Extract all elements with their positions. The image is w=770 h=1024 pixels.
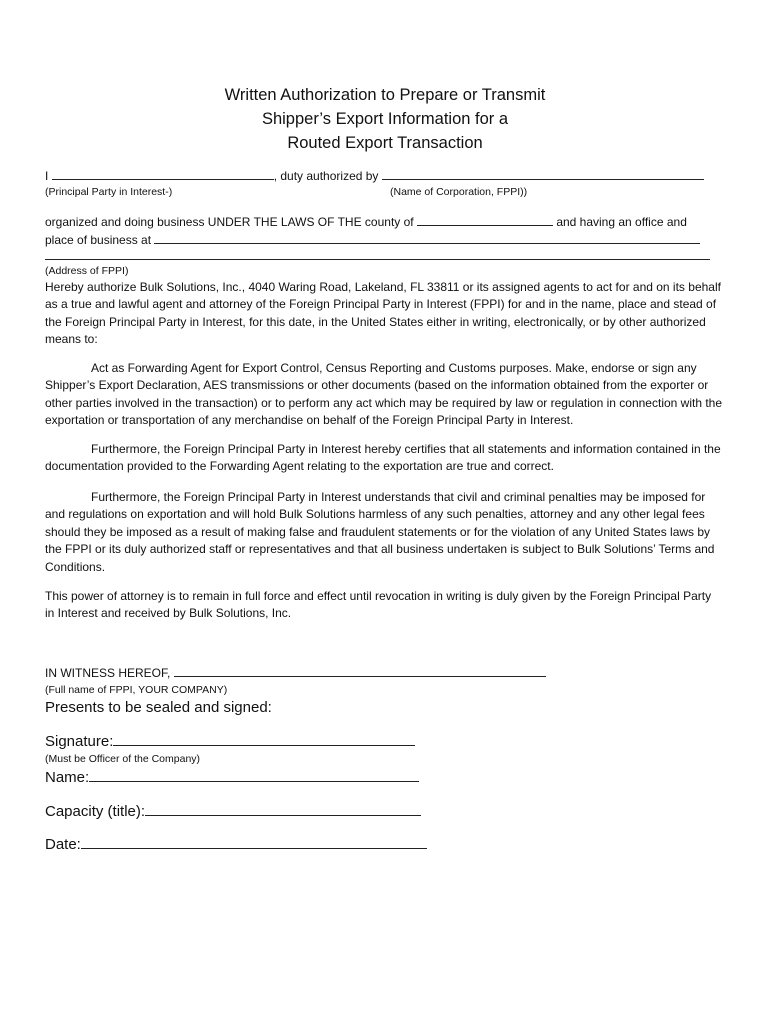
witness-line (45, 664, 546, 682)
signature-label: Signature: (45, 733, 114, 750)
address-field[interactable] (45, 259, 710, 260)
intro-line (45, 167, 704, 185)
duty-text: , duty authorized by (273, 169, 379, 183)
address-label: (Address of FPPI) (45, 265, 129, 277)
date-line (45, 834, 427, 855)
principal-party-field[interactable] (52, 167, 274, 180)
county-field[interactable] (417, 213, 553, 226)
capacity-field[interactable] (145, 801, 421, 816)
witness-sub-label: (Full name of FPPI, YOUR COMPANY) (45, 684, 228, 696)
witness-label: IN WITNESS HEREOF, (45, 666, 171, 680)
power-paragraph: This power of attorney is to remain in full force and effect until revocation in writing is duly given by the Foreign Principal Party in Interest and received by Bulk Solutions, Inc. (45, 589, 712, 621)
organized-text: organized and doing business UNDER THE LAWS OF THE county of (45, 215, 414, 229)
signature-note: (Must be Officer of the Company) (45, 753, 201, 765)
date-label: Date: (45, 836, 81, 853)
title-line-1: Written Authorization to Prepare or Transmit (224, 86, 546, 104)
organized-line (45, 213, 687, 231)
fppi-company-field[interactable] (174, 664, 546, 677)
corporation-label: (Name of Corporation, FPPI)) (390, 186, 528, 198)
intro-prefix: I (45, 169, 49, 183)
signature-line (45, 731, 415, 752)
act-as-paragraph: Act as Forwarding Agent for Export Control, Census Reporting and Customs purposes. Make, endorse or sign any Shipper’s Export Declaration, AES transmissions or other documents (based on the information obtained from the exporter or other parties involved in the transaction) or to perform any act which may be required by law or regulation in connection with the exportation or transportation of any merchandise on behalf of the Foreign Principal Party in Interest. (45, 361, 723, 428)
name-line (45, 767, 419, 788)
office-text: and having an office and (556, 215, 687, 229)
corporation-name-field[interactable] (382, 167, 704, 180)
sealed-text: Presents to be sealed and signed: (45, 699, 272, 716)
signature-field[interactable] (113, 731, 415, 746)
hereby-paragraph: Hereby authorize Bulk Solutions, Inc., 4040 Waring Road, Lakeland, FL 33811 or its assigned agents to act for and on its behalf as a true and lawful agent and attorney of the Foreign Principal Party in Interest (FPPI) for and in the name, place and stead of the Foreign Principal Party in Interest, for this date, in the United States either in writing, electronically, or by other authorized means to: (45, 280, 721, 347)
title-line-3: Routed Export Transaction (287, 134, 483, 152)
name-field[interactable] (89, 767, 419, 782)
capacity-line (45, 801, 421, 822)
title-line-2: Shipper’s Export Information for a (261, 110, 509, 128)
date-field[interactable] (81, 834, 427, 849)
capacity-label: Capacity (title): (45, 803, 146, 820)
understands-paragraph: Furthermore, the Foreign Principal Party in Interest understands that civil and criminal penalties may be imposed for and regulations on exportation and will hold Bulk Solutions harmless of any such penalties, attorney and any other legal fees should they be imposed as a result of making false and fraudulent statements or for the violation of any United States laws by the FPPI or its duly authorized staff or representatives and that all business undertaken is subject to Bulk Solutions’ Terms and Conditions. (45, 490, 715, 574)
place-of-business-line (45, 231, 700, 249)
certifies-paragraph: Furthermore, the Foreign Principal Party in Interest hereby certifies that all statements and information contained in the documentation provided to the Forwarding Agent relating to the exportation are true and correct. (45, 442, 721, 474)
place-label: place of business at (45, 233, 152, 247)
document-title (0, 83, 770, 155)
place-of-business-field[interactable] (154, 231, 700, 244)
name-label: Name: (45, 769, 90, 786)
principal-party-label: (Principal Party in Interest-) (45, 186, 173, 198)
